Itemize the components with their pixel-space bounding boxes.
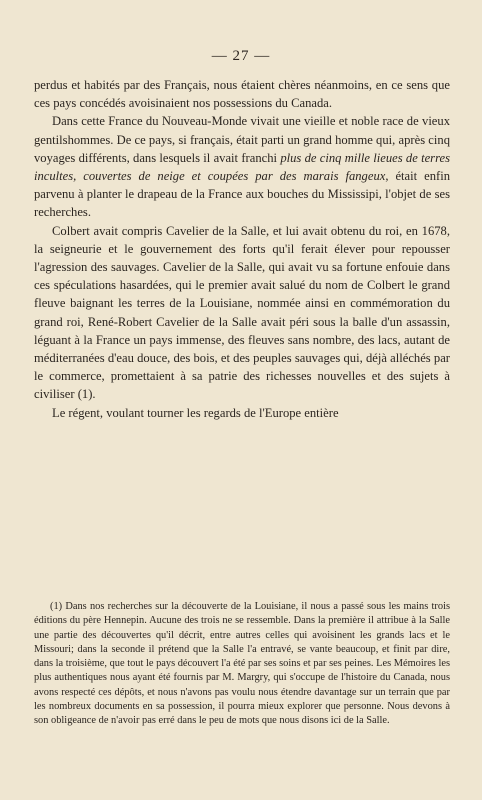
footnotes xyxy=(34,600,450,729)
italic-phrase: plus de cinq mille lieues de terres incultes, couvertes de neige et coupées par des marais fangeux xyxy=(34,150,451,184)
paragraph xyxy=(34,222,450,404)
paragraph xyxy=(34,76,450,112)
page-number: — 27 — xyxy=(211,48,271,64)
text-run: Colbert avait compris Cavelier de la Salle, et lui avait obtenu du roi, en 1678, la seigneurie et le gouvernement des forts qu'il ferait élever pour repousser l'agression des sauvages. Cavelier de la Salle, qui avait vu sa fortune enfouie dans ces spéculations hasardées, qui le premier avait salué du nom de Colbert le grand fleuve baignant les terres de la Louisiane, nommée ainsi en commémoration du grand roi, René-Robert Cavelier de la Salle avait péri sous la balle d'un assassin, léguant à la France un pays immense, des fleuves sans nombre, des lacs, autant de méditerranées d'eau douce, des bois, et des peuples sauvages qui, déjà alléchés par le commerce, promettaient à sa patrie des richesses nouvelles et des sujets à civiliser (1). xyxy=(34,223,450,402)
body-text xyxy=(34,76,450,422)
paragraph xyxy=(34,112,450,221)
paragraph xyxy=(34,404,450,422)
text-run: Dans cette France du Nouveau-Monde vivait une vieille et noble race de vieux gentilshommes. De ce pays, si français, était parti un grand homme qui, après cinq voyages différents, dans lesquels il avait franchi xyxy=(34,114,450,165)
text-run: perdus et habités par des Français, nous étaient chères néanmoins, en ce sens que ces pays concédés avoisinaient nos possessions du Canada. xyxy=(34,78,450,111)
text-run: Le régent, voulant tourner les regards de l'Europe entière xyxy=(52,405,339,420)
footnote-1: (1) Dans nos recherches sur la découverte de la Louisiane, il nous a passé sous les mains trois éditions du père Hennepin. Aucune des trois ne se ressemble. Dans la première il attribue à la Salle une partie des découvertes qu'il décrit, entre autres celles qui avoisinent les grands lacs et le Missouri; dans la seconde il prétend que la Salle l'a entravé, se vante beaucoup, et finit par dire, dans la troisième, que tout le pays découvert l'a été par ses soins et par ses peines. Les Mémoires les plus authentiques nous ayant été fournis par M. Margry, qui s'occupe de l'histoire du Canada, nous avons respecté ces dépôts, et nous n'avons pas voulu nous étendre davantage sur un terrain que par les nombreux documents en sa possession, il pourra mieux explorer que personne. Nous devons à son obligeance de n'avoir pas erré dans le peu de mots que nous disons ici de la Salle. xyxy=(34,601,450,727)
text-run: , était enfin parvenu à planter le drapeau de la France aux bouches du Mississipi, l'objet de ses recherches. xyxy=(34,169,451,220)
